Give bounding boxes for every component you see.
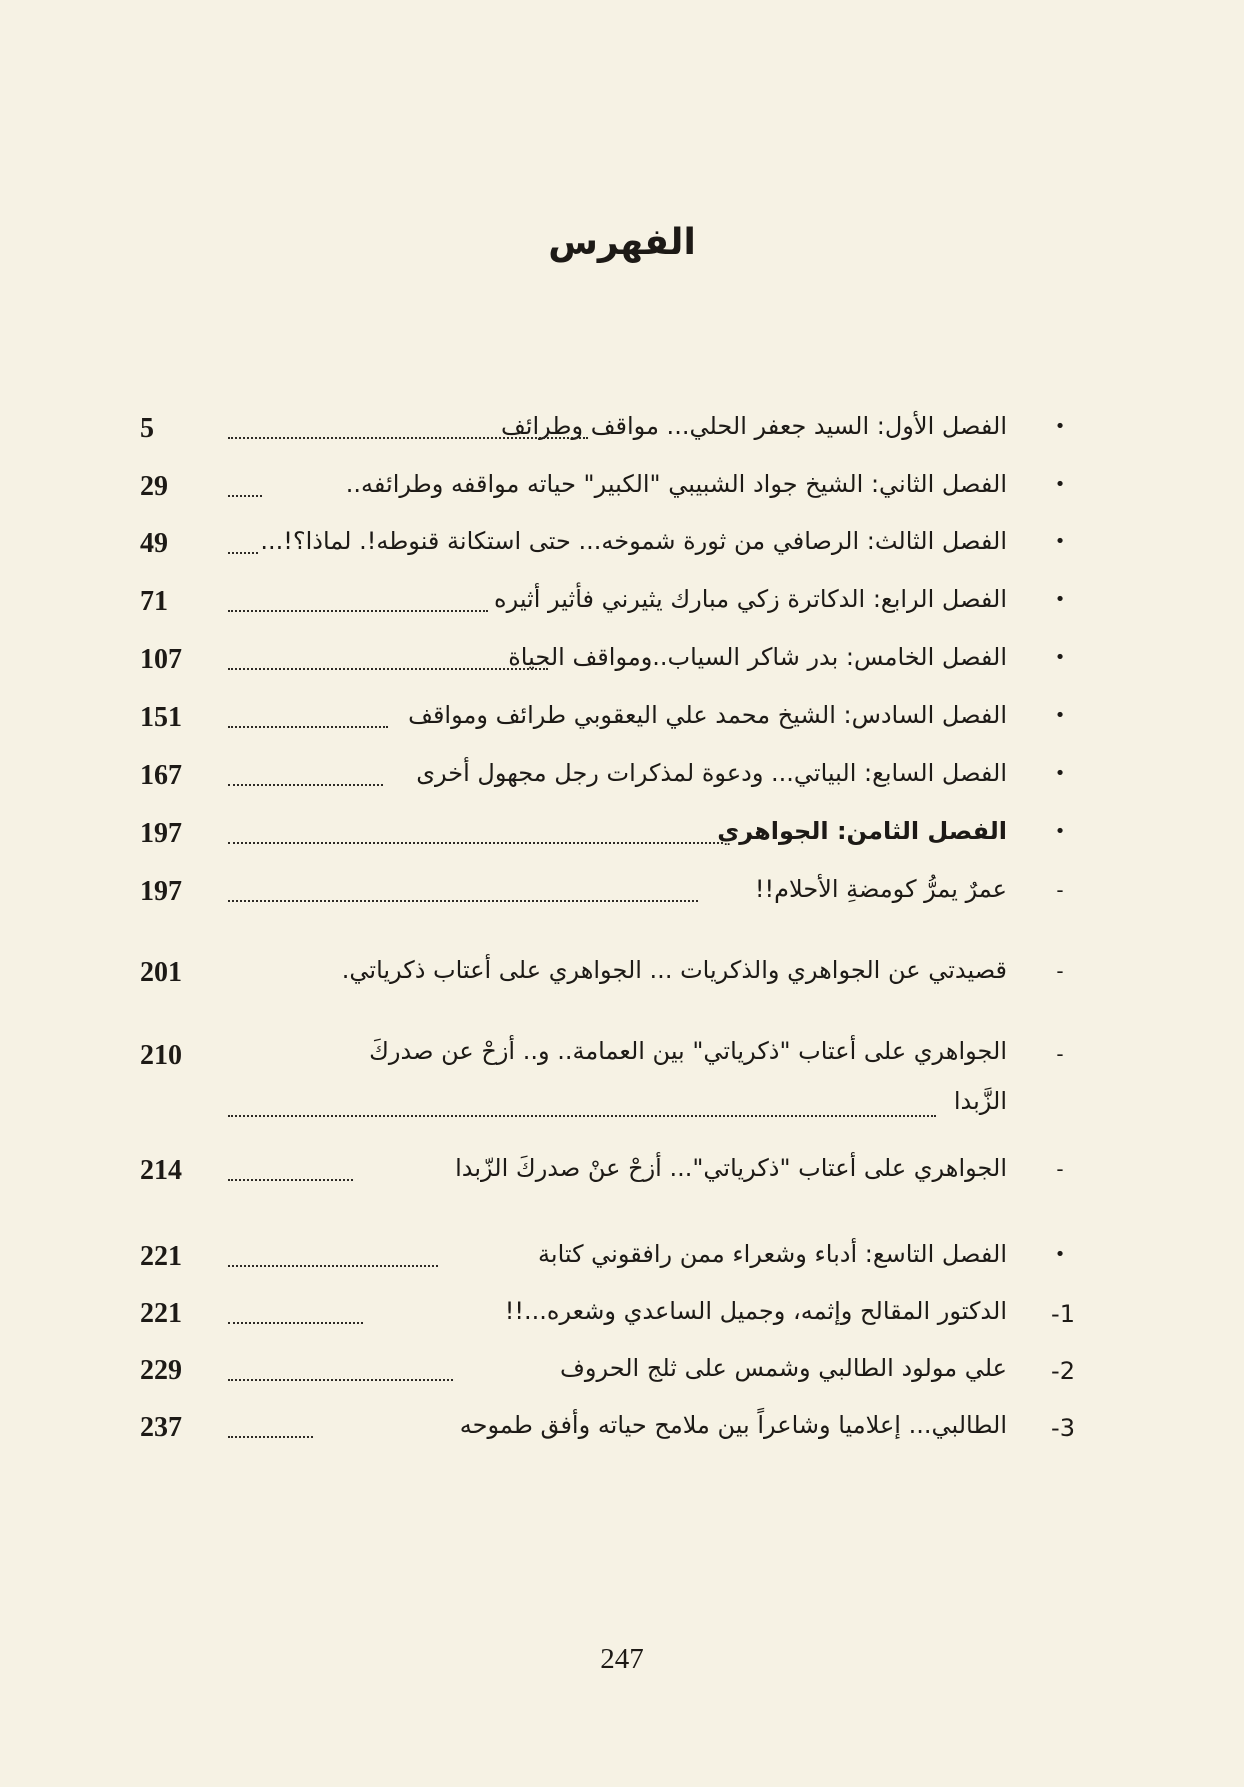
- toc-entry-title: الفصل الرابع: الدكاترة زكي مبارك يثيرني فأثير أثيره: [494, 585, 1007, 613]
- bullet-icon: •: [1054, 647, 1066, 668]
- toc-entry-title: الفصل الثاني: الشيخ جواد الشبيبي "الكبير" حياته مواقفه وطرائفه..: [345, 470, 1007, 498]
- toc-entry-title: علي مولود الطالبي وشمس على ثلج الحروف: [560, 1354, 1007, 1382]
- toc-entry: [140, 754, 1075, 802]
- toc-entry: [140, 870, 1075, 918]
- numbered-marker: 1-: [1051, 1300, 1075, 1328]
- dot-leader: [228, 1265, 438, 1267]
- toc-entry: [140, 522, 1075, 570]
- dot-leader: [228, 495, 262, 497]
- toc-page-number: 29: [140, 471, 168, 502]
- toc-page-number: 197: [140, 818, 182, 849]
- toc-entry-title: الفصل الثامن: الجواهري: [717, 817, 1007, 845]
- toc-entry: [140, 1149, 1075, 1197]
- toc-entry-title: الفصل السابع: البياتي... ودعوة لمذكرات رجل مجهول أخرى: [416, 759, 1007, 787]
- toc-entry: [140, 1034, 1075, 1116]
- dot-leader: [228, 784, 383, 786]
- toc-page-number: 214: [140, 1155, 182, 1186]
- dot-leader: [228, 1379, 453, 1381]
- toc-entry-title: عمرٌ يمرُّ كومضةِ الأحلام!!: [754, 875, 1007, 903]
- toc-entry-title: الفصل الأول: السيد جعفر الحلي... مواقف وطرائف: [500, 412, 1007, 440]
- toc-entry-title: الطالبي... إعلاميا وشاعراً بين ملامح حياته وأفق طموحه: [459, 1411, 1007, 1439]
- toc-page-number: 229: [140, 1355, 182, 1386]
- dot-leader: [228, 1436, 313, 1438]
- toc-page-number: 151: [140, 702, 182, 733]
- dot-leader: [228, 552, 258, 554]
- toc-entry: [140, 580, 1075, 628]
- toc-page-number: 71: [140, 586, 168, 617]
- toc-page-number: 210: [140, 1040, 182, 1071]
- toc-page-number: 167: [140, 760, 182, 791]
- toc-page-number: 197: [140, 876, 182, 907]
- bullet-icon: •: [1054, 416, 1066, 437]
- toc-entry: [140, 1406, 1075, 1454]
- bullet-icon: •: [1054, 821, 1066, 842]
- dot-leader: [228, 726, 388, 728]
- dot-leader: [228, 610, 488, 612]
- toc-entry-title: الفصل الثالث: الرصافي من ثورة شموخه... حتى استكانة قنوطه!. لماذا؟!...: [260, 527, 1007, 555]
- toc-page-number: 49: [140, 528, 168, 559]
- toc-page-number: 237: [140, 1412, 182, 1443]
- toc-page-number: 221: [140, 1298, 182, 1329]
- toc-entry-title: الفصل السادس: الشيخ محمد علي اليعقوبي طرائف ومواقف: [408, 701, 1007, 729]
- toc-page-number: 107: [140, 644, 182, 675]
- toc-entry: [140, 1292, 1075, 1340]
- dot-leader: [228, 1179, 353, 1181]
- toc-entry-title: الجواهري على أعتاب "ذكرياتي"... أزحْ عنْ صدركَ الزّبدا: [455, 1154, 1007, 1182]
- dot-leader: [228, 437, 588, 439]
- toc-entry-title-continued: الزَّبدا: [953, 1087, 1007, 1115]
- dot-leader: [228, 1322, 363, 1324]
- dot-leader: [228, 668, 548, 670]
- dash-marker: -: [1056, 959, 1064, 983]
- toc-entry: [140, 638, 1075, 686]
- toc-entry: [140, 951, 1075, 999]
- toc-entry: [140, 465, 1075, 513]
- bullet-icon: •: [1054, 531, 1066, 552]
- dash-marker: -: [1056, 1157, 1064, 1181]
- dot-leader: [228, 1115, 936, 1117]
- toc-entry: [140, 696, 1075, 744]
- toc-entry-title: الفصل التاسع: أدباء وشعراء ممن رافقوني كتابة: [538, 1240, 1007, 1268]
- bullet-icon: •: [1054, 1244, 1066, 1265]
- toc-entry: [140, 407, 1075, 455]
- toc-entry-title: الجواهري على أعتاب "ذكرياتي" بين العمامة.. و.. أزحْ عن صدركَ: [369, 1037, 1007, 1065]
- page-number: 247: [600, 1643, 644, 1675]
- dash-marker: -: [1056, 1042, 1064, 1066]
- toc-page-number: 201: [140, 957, 182, 988]
- toc-entry: [140, 812, 1075, 860]
- dot-leader: [228, 900, 698, 902]
- toc-page-number: 5: [140, 413, 154, 444]
- toc-entry-title: الفصل الخامس: بدر شاكر السياب..ومواقف الحياة: [508, 643, 1007, 671]
- page-title: الفهرس: [548, 222, 696, 263]
- bullet-icon: •: [1054, 474, 1066, 495]
- toc-page-number: 221: [140, 1241, 182, 1272]
- toc-entry: [140, 1235, 1075, 1283]
- dot-leader: [228, 842, 723, 844]
- dash-marker: -: [1056, 878, 1064, 902]
- bullet-icon: •: [1054, 705, 1066, 726]
- toc-entry: [140, 1349, 1075, 1397]
- bullet-icon: •: [1054, 763, 1066, 784]
- bullet-icon: •: [1054, 589, 1066, 610]
- numbered-marker: 2-: [1051, 1357, 1075, 1385]
- toc-entry-title: قصيدتي عن الجواهري والذكريات ... الجواهري على أعتاب ذكرياتي.: [341, 956, 1007, 984]
- toc-entry-title: الدكتور المقالح وإثمه، وجميل الساعدي وشعره...!!: [504, 1297, 1007, 1325]
- numbered-marker: 3-: [1051, 1414, 1075, 1442]
